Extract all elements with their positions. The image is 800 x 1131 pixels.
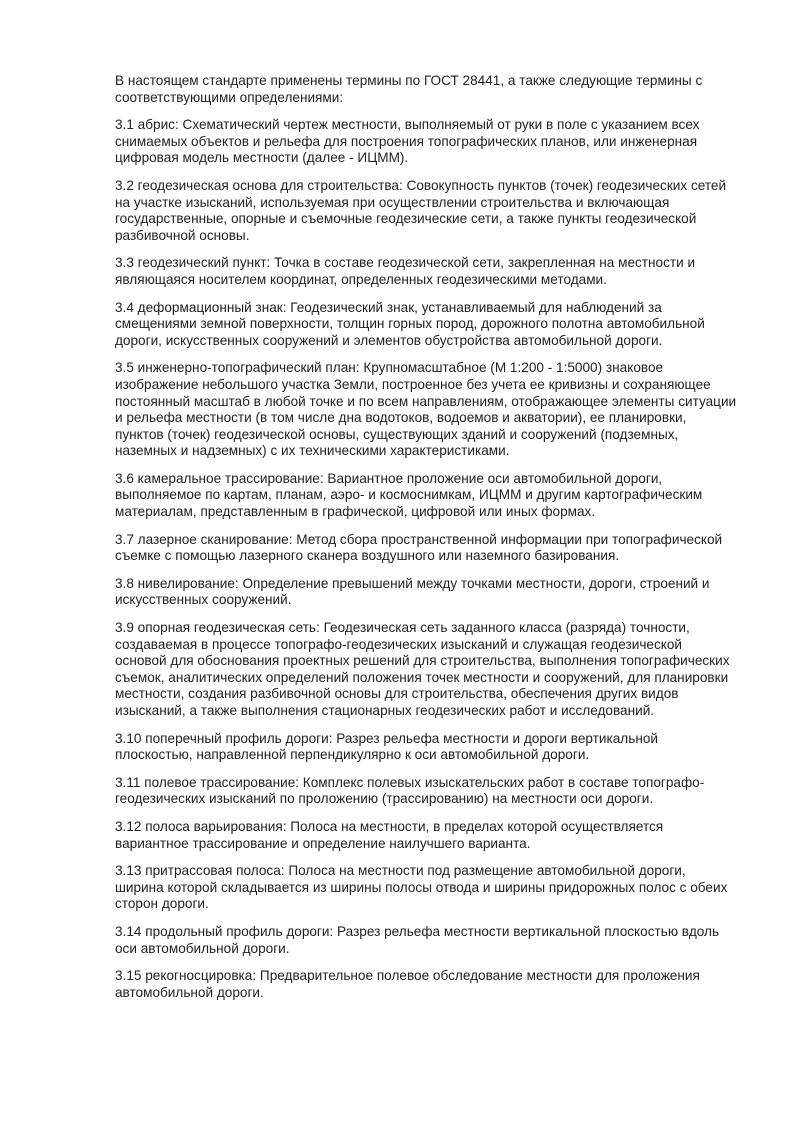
term-3-4: 3.4 деформационный знак: Геодезический знак, устанавливаемый для наблюдений за смещениями земной поверхности, толщин горных пород, дорожного полотна автомобильной дороги, искусственных сооружений и элементов обустройства автомобильной дороги.: [115, 299, 705, 348]
term-3-6: 3.6 камеральное трассирование: Вариантное проложение оси автомобильной дороги, выполняемое по картам, планам, аэро- и космоснимкам, ИЦММ и другим картографическим материалам, представленным в графической, цифровой или иных формах.: [115, 470, 703, 520]
term-3-10: 3.10 поперечный профиль дороги: Разрез рельефа местности и дороги вертикальной плоскостью, направленной перпендикулярно к оси автомобильной дороги.: [115, 730, 658, 763]
term-3-2: 3.2 геодезическая основа для строительства: Совокупность пунктов (точек) геодезических сетей на участке изысканий, используемая при осуществлении строительства и включающая государственные, опорные и съемочные геодезические сети, а также пункты геодезической разбивочной основы.: [115, 177, 727, 243]
term-3-8: 3.8 нивелирование: Определение превышений между точками местности, дороги, строений и искусственных сооружений.: [115, 575, 710, 608]
document-page: [115, 73, 737, 1012]
term-3-14: 3.14 продольный профиль дороги: Разрез рельефа местности вертикальной плоскостью вдоль оси автомобильной дороги.: [115, 923, 720, 956]
term-3-1: 3.1 абрис: Схематический чертеж местности, выполняемый от руки в поле с указанием всех снимаемых объектов и рельефа для построения топографических планов, или инженерная цифровая модель местности (далее - ИЦММ).: [115, 117, 700, 166]
intro-paragraph: В настоящем стандарте применены термины по ГОСТ 28441, а также следующие термины с соответствующими определениями:: [115, 73, 703, 105]
term-3-11: 3.11 полевое трассирование: Комплекс полевых изыскательских работ в составе топографо-геодезических изысканий по проложению (трассированию) на местности оси дороги.: [115, 774, 705, 807]
term-3-7: 3.7 лазерное сканирование: Метод сбора пространственной информации при топографической съемке с помощью лазерного сканера воздушного или наземного базирования.: [115, 531, 723, 564]
term-3-15: 3.15 рекогносцировка: Предварительное полевое обследование местности для проложения автомобильной дороги.: [115, 968, 700, 1000]
term-3-12: 3.12 полоса варьирования: Полоса на местности, в пределах которой осуществляется вариантное трассирование и определение наилучшего варианта.: [115, 818, 664, 851]
term-3-5: 3.5 инженерно-топографический план: Крупномасштабное (М 1:200 - 1:5000) знаковое изображение небольшого участка Земли, построенное без учета ее кривизны и сохраняющее постоянный масштаб в любой точке и по всем направлениям, отображающее элементы ситуации и рельефа местности (в том числе дна водотоков, водоемов и акватории), ее планировки, пунктов (точек) геодезической основы, существующих зданий и сооружений (подземных, наземных и надземных) с их техническими характеристиками.: [115, 360, 737, 459]
term-3-9: 3.9 опорная геодезическая сеть: Геодезическая сеть заданного класса (разряда) точности, создаваемая в процессе топографо-геодезических изысканий и служащая геодезической основой для обоснования проектных решений для строительства, выполнения топографических съемок, аналитических определений положения точек местности и сооружений, для планировки местности, создания разбивочной основы для строительства, обеспечения других видов изысканий, а также выполнения стационарных геодезических работ и исследований.: [115, 620, 730, 718]
term-3-13: 3.13 притрассовая полоса: Полоса на местности под размещение автомобильной дороги, ширина которой складывается из ширины полосы отвода и ширины придорожных полос с обеих сторон дороги.: [115, 863, 728, 912]
term-3-3: 3.3 геодезический пункт: Точка в составе геодезической сети, закрепленная на местности и являющаяся носителем координат, определенных геодезическими методами.: [115, 255, 696, 287]
